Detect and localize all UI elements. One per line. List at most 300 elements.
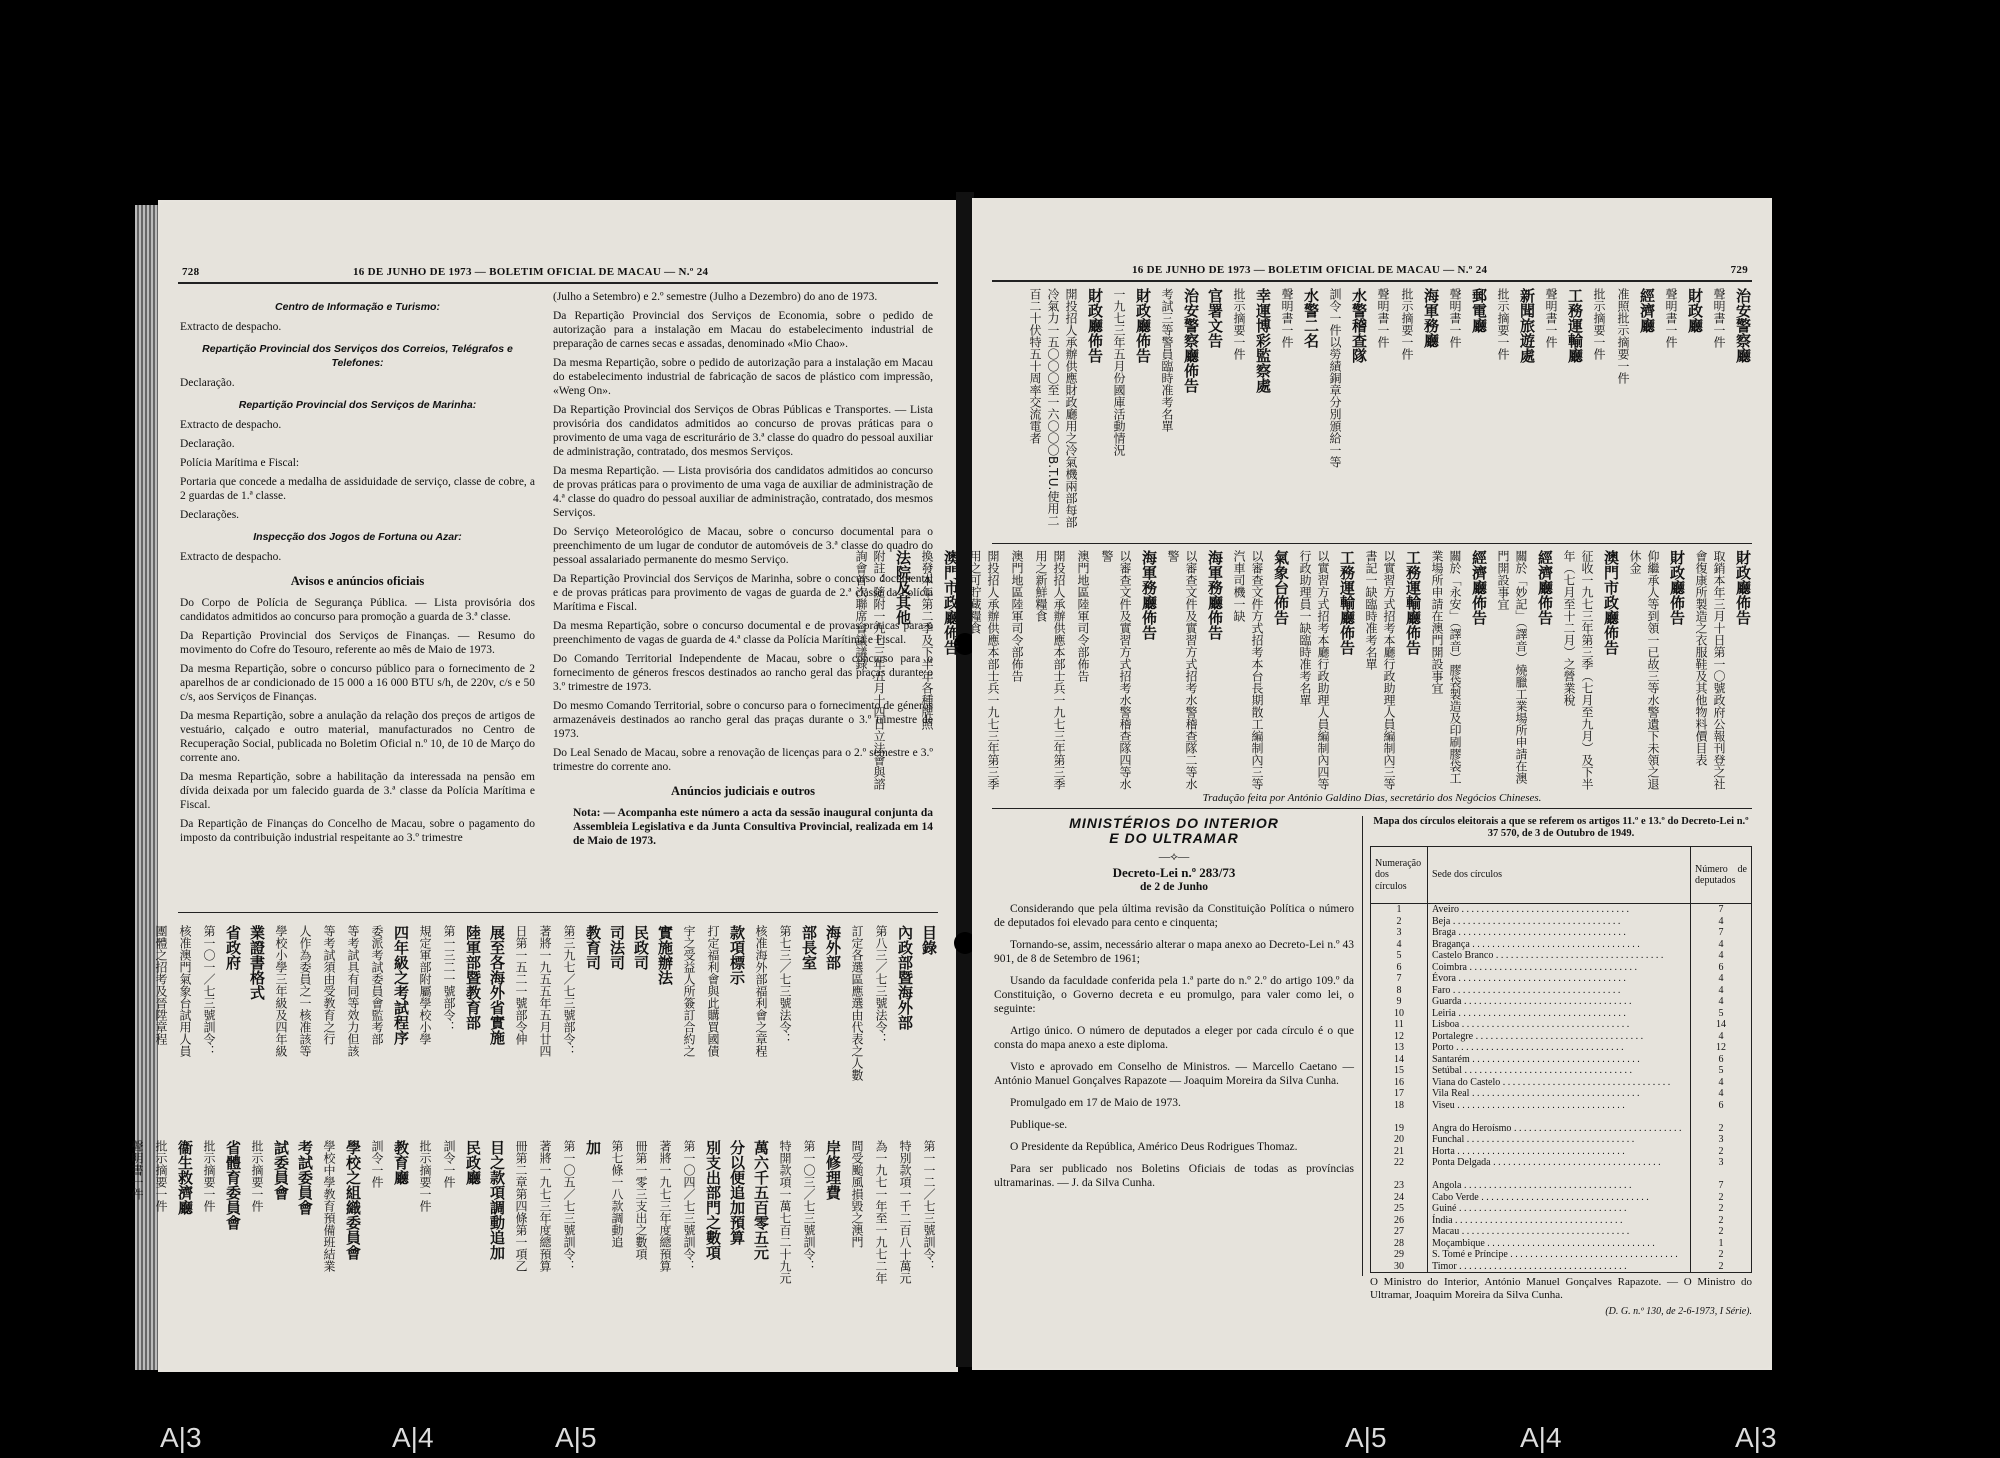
table-row [1371, 962, 1752, 974]
circle-seat [1428, 1042, 1691, 1054]
frame-marker: A|3 [160, 1422, 202, 1453]
circle-seat [1428, 1192, 1691, 1204]
section-heading: Repartição Provincial dos Serviços de Marinha: [238, 399, 477, 411]
chinese-index-line: 氣象台佈告 [1272, 550, 1290, 625]
paragraph: Portaria que concede a medalha de assiduidade de serviço, classe de cobre, a 2 guardas de 1.ª classe. [180, 476, 535, 502]
chinese-index-line: 聲明書一件 [1280, 288, 1294, 348]
circle-number: 16 [1371, 1077, 1428, 1089]
chinese-index-line: 第七條一八款調動追 [610, 1140, 624, 1248]
chinese-index-line: 新聞旅遊處 [1518, 288, 1536, 363]
chinese-index-line: 展至各海外省實施 [488, 925, 506, 1045]
deputies-count: 4 [1691, 1031, 1752, 1043]
chinese-index-line: 批示摘要一件 [1592, 288, 1606, 360]
table-row [1371, 1100, 1752, 1112]
chinese-index-line: 冊第一零三支出之數項 [634, 1140, 648, 1260]
chinese-index-line: 冊第二章第四條第一項乙 [514, 1140, 528, 1272]
circle-seat [1428, 1261, 1691, 1273]
circle-number: 10 [1371, 1008, 1428, 1020]
circle-number: 6 [1371, 962, 1428, 974]
chinese-index-line: 第三九七／七三號部令： [562, 925, 576, 1057]
circle-seat-name: Bragança [1432, 938, 1470, 950]
chinese-index-line: 第八三／七三號法令： [874, 925, 888, 1045]
right-lower-rule [992, 808, 1752, 809]
left-page-number: 728 [182, 266, 200, 278]
circle-seat-name: Macau [1432, 1226, 1460, 1237]
table-group-gap [1371, 1111, 1752, 1123]
paragraph: Extracto de despacho. [180, 321, 282, 333]
chinese-index-line: 目之款項調動追加 [488, 1140, 506, 1260]
table-row [1371, 1180, 1752, 1192]
chinese-index-line: 第七三／七三號法令： [778, 925, 792, 1045]
chinese-index-line: 著將一九七三年度總預算 [538, 1140, 552, 1272]
circle-number: 11 [1371, 1019, 1428, 1031]
table-row [1371, 1146, 1752, 1158]
chinese-index-line: 批示摘要一件 [250, 1140, 264, 1212]
deputies-count: 7 [1691, 904, 1752, 916]
chinese-index-line: 日第一五二一號部令伸 [514, 925, 528, 1045]
deputies-count: 1 [1691, 1238, 1752, 1250]
circle-seat-name: Vila Real [1432, 1088, 1470, 1099]
chinese-index-line: 衞生救濟廳 [176, 1140, 194, 1215]
chinese-index-line: 法院及其他 [894, 550, 912, 625]
deputies-count: 4 [1691, 1088, 1752, 1100]
chinese-index-line: 規定軍部附屬學校小學 [418, 925, 432, 1045]
chinese-index-line: 教育司 [584, 925, 602, 970]
circle-number: 26 [1371, 1215, 1428, 1227]
leader-dots [1500, 1077, 1670, 1088]
right-chinese-index-top [1026, 288, 1752, 538]
chinese-index-line: 司法司 [608, 925, 626, 970]
circle-number: 23 [1371, 1180, 1428, 1192]
ministry-line-2: E DO ULTRAMAR [1109, 830, 1239, 846]
leader-dots [1455, 1146, 1625, 1157]
chinese-index-line: 試委員會 [272, 1140, 290, 1200]
circle-number: 14 [1371, 1054, 1428, 1066]
leader-dots [1462, 1065, 1632, 1076]
chinese-index-line: 治安警察廳佈告 [1182, 288, 1200, 393]
leader-dots [1450, 985, 1620, 996]
circle-number: 2 [1371, 916, 1428, 928]
deputies-count: 7 [1691, 1180, 1752, 1192]
deputies-count: 4 [1691, 939, 1752, 951]
section-title: Avisos e anúncios oficiais [290, 574, 425, 588]
circle-seat-name: Horta [1432, 1145, 1455, 1157]
paragraph: Do mesmo Comando Territorial, sobre o concurso para o fornecimento de géneros armazenáveis destinados ao rancho geral das praças durante o 3.º trimestre de 1973. [553, 700, 933, 740]
chinese-index-line: 以審查文件及實習方式招考水警稽查隊二等水警 [1166, 550, 1198, 790]
deputies-count: 6 [1691, 962, 1752, 974]
table-row [1371, 916, 1752, 928]
section-heading: Centro de Informação e Turismo: [275, 301, 440, 313]
paragraph: Declaração. [180, 377, 235, 389]
leader-dots [1459, 1226, 1629, 1237]
chinese-index-line: 特開款項一萬七百二十九元 [778, 1140, 792, 1284]
deputies-count: 4 [1691, 973, 1752, 985]
chinese-index-line: 海外部 [824, 925, 842, 970]
table-row [1371, 1249, 1752, 1261]
left-chinese-index-top [152, 925, 938, 1135]
circle-seat [1428, 996, 1691, 1008]
circle-seat [1428, 1065, 1691, 1077]
chinese-index-line: 開投招人承辦供應本部士兵一九七三年第三季用之可貯藏糧食 [968, 550, 1000, 790]
chinese-index-line: 訓令一件以勞績銅章分別頒給一等 [1328, 288, 1342, 468]
chinese-index-line: 經濟廳 [1638, 288, 1656, 333]
paragraph: Da Repartição de Finanças do Concelho de Macau, sobre o pagamento do imposto da contribuição industrial respeitante ao 3.º trimestre [180, 818, 535, 844]
chinese-index-line: 聲明書一件 [1712, 288, 1726, 348]
circle-number: 12 [1371, 1031, 1428, 1043]
circle-seat [1428, 1031, 1691, 1043]
circle-seat [1428, 1249, 1691, 1261]
leader-dots [1453, 1215, 1623, 1226]
paragraph: Declaração. [180, 438, 235, 450]
deputies-count: 2 [1691, 1123, 1752, 1135]
circle-seat [1428, 962, 1691, 974]
section-heading: Repartição Provincial dos Serviços dos Correios, Telégrafos e Telefones: [202, 343, 513, 369]
table-row [1371, 927, 1752, 939]
decree-date: de 2 de Junho [1139, 881, 1209, 893]
chinese-index-line: 批示摘要一件 [1496, 288, 1510, 360]
chinese-index-line: 考試委員會 [296, 1140, 314, 1215]
chinese-index-line: 幸運博彩監察處 [1254, 288, 1272, 393]
leader-dots [1455, 1100, 1625, 1111]
circle-seat [1428, 1180, 1691, 1192]
paragraph: Da mesma Repartição, sobre o concurso documental e de provas práticas para o preenchimento de vagas de guarda de 4.ª classe da Polícia Marítima e Fiscal. [553, 620, 933, 646]
chinese-index-line: 聲明書一件 [1376, 288, 1390, 348]
chinese-index-line: 省體育委員會 [224, 1140, 242, 1230]
chinese-index-line: 以審查文件方式招考本台長期散工編制內三等汽車司機一缺 [1232, 550, 1264, 790]
chinese-index-line: 附註：隨附一九七三年五月十四日立法會與諮詢會首次聯席會議議錄 [854, 550, 886, 790]
electoral-map-rows [1371, 904, 1752, 1273]
circle-seat [1428, 985, 1691, 997]
paragraph: Da Repartição Provincial dos Serviços de Economia, sobre o pedido de autorização para a instalação em Macau do estabelecimento industrial de preparação de carnes secas e assadas, denominado «Mio Chao». [553, 310, 933, 350]
circle-seat [1428, 1077, 1691, 1089]
chinese-index-line: 以審查文件及實習方式招考水警稽查隊四等水警 [1100, 550, 1132, 790]
circle-seat-name: Leiria [1432, 1007, 1456, 1019]
circle-seat [1428, 1203, 1691, 1215]
table-row [1371, 1065, 1752, 1077]
left-column-1 [180, 292, 535, 850]
chinese-index-line: 部長室 [800, 925, 818, 970]
circle-seat-name: Viseu [1432, 1099, 1455, 1111]
frame-marker: A|5 [1345, 1422, 1387, 1453]
map-title: Mapa dos círculos eleitorais a que se referem os artigos 11.º e 13.º do Decreto-Lei n.º 37 570, de 3 de Outubro de 1949. [1373, 816, 1749, 839]
chinese-index-line: 以實習方式招考本廳行政助理人員編制內三等書記一缺臨時准考名單 [1364, 550, 1396, 790]
paragraph: Da mesma Repartição, sobre a anulação da relação dos preços de artigos de vestuário, calçado e outro material, manufacturados no Centro de Recuperação Social, publicada no Boletim Oficial n.º 10, de 10 de Março do corrente ano. [180, 710, 535, 764]
chinese-index-line: 取銷本年三月十日第一〇號政府公報刊登之社會復康所製造之衣服鞋及其他物料價目表 [1694, 550, 1726, 790]
circle-seat-name: Guiné [1432, 1203, 1457, 1214]
decree-paragraph: Tornando-se, assim, necessário alterar o mapa anexo ao Decreto-Lei n.º 43 901, de 8 de Setembro de 1961; [994, 939, 1354, 965]
decree-paragraph: Usando da faculdade conferida pela 1.ª parte do n.º 2.º do artigo 109.º da Constituição, o Governo decreta e eu promulgo, para valer como lei, o seguinte: [994, 975, 1354, 1015]
decree-paragraph: Publique-se. [1010, 1119, 1068, 1131]
translation-note: Tradução feita por António Galdino Dias, secretário dos Negócios Chineses. [1202, 792, 1542, 804]
chinese-index-line: 團體之招考及晉陞章程 [154, 925, 168, 1045]
deputies-count: 5 [1691, 1065, 1752, 1077]
leader-dots [1470, 1054, 1640, 1065]
electoral-map-table [1370, 846, 1752, 1272]
deputies-count: 2 [1691, 1192, 1752, 1204]
leader-dots [1479, 1192, 1649, 1203]
chinese-index-line: 民政廳 [464, 1140, 482, 1185]
chinese-index-line: 批示摘要一件 [154, 1140, 168, 1212]
circle-seat-name: Braga [1432, 927, 1456, 938]
circle-seat [1428, 1238, 1691, 1250]
paragraph: Do Serviço Meteorológico de Macau, sobre o concurso documental para o preenchimento de um lugar de condutor de automóveis de 3.ª classe do quadro do pessoal assalariado permanente do mesmo Serviço. [553, 526, 933, 566]
chinese-index-line: 工務運輸廳佈告 [1338, 550, 1356, 655]
circle-seat-name: Cabo Verde [1432, 1191, 1479, 1203]
circle-seat [1428, 1100, 1691, 1112]
right-chinese-index-bottom [852, 550, 1752, 790]
paragraph: Polícia Marítima e Fiscal: [180, 457, 300, 469]
frame-marker: A|4 [392, 1422, 434, 1453]
deputies-count: 3 [1691, 1157, 1752, 1169]
table-row [1371, 1261, 1752, 1273]
paragraph: Da mesma Repartição, sobre a habilitação da interessada na pensão em dívida deixada por um falecido guarda de 3.ª classe da Polícia Marítima e Fiscal. [180, 771, 535, 811]
chinese-index-line: 換發本年第二季及下半年各種牌照 [920, 550, 934, 730]
circle-seat-name: Angra do Heroísmo [1432, 1122, 1512, 1134]
circle-number: 8 [1371, 985, 1428, 997]
deputies-count: 14 [1691, 1019, 1752, 1031]
chinese-index-line: 學校中學教育預備班結業 [322, 1140, 336, 1272]
chinese-index-line: 財政廳 [1686, 288, 1704, 333]
circle-seat-name: Índia [1432, 1214, 1453, 1226]
column-divider [1362, 816, 1363, 1276]
right-mid-rule [992, 543, 1752, 544]
deputies-count: 2 [1691, 1146, 1752, 1158]
circle-seat [1428, 1019, 1691, 1031]
chinese-index-line: 特別款項一千二百八十萬元 [898, 1140, 912, 1284]
table-group-gap [1371, 1169, 1752, 1181]
deputies-count: 4 [1691, 950, 1752, 962]
decree-paragraph: Promulgado em 17 de Maio de 1973. [1010, 1097, 1181, 1109]
paragraph: Do Corpo de Polícia de Segurança Pública. — Lista provisória dos candidatos admitidos ao concurso para promoção a guarda de 3.ª classe. [180, 597, 535, 623]
chinese-index-line: 工務運輸廳 [1566, 288, 1584, 363]
deputies-count: 3 [1691, 1134, 1752, 1146]
circle-seat-name: Santarém [1432, 1053, 1470, 1065]
chinese-index-line: 澳門地區陸軍司令部佈告 [1076, 550, 1090, 682]
chinese-index-line: 教育廳 [392, 1140, 410, 1185]
table-row [1371, 1226, 1752, 1238]
circle-seat [1428, 1157, 1691, 1169]
table-row [1371, 1031, 1752, 1043]
map-column [1370, 816, 1752, 1319]
circle-number: 7 [1371, 973, 1428, 985]
chinese-index-line: 間受颱風損毀之澳門 [850, 1140, 864, 1248]
section-title: Anúncios judiciais e outros [671, 784, 815, 798]
chinese-index-line: 財政廳佈告 [1134, 288, 1152, 363]
chinese-index-line: 聲明書一件 [130, 1140, 144, 1200]
circle-number: 25 [1371, 1203, 1428, 1215]
chinese-index-line: 第一〇三／七三號訓令： [802, 1140, 816, 1272]
chinese-index-line: 開投招人承辦供應財政廳用之冷氣機兩部每部冷氣力一五〇〇〇至一六〇〇〇B.T.U.使用二百二十伏特五十周率交流電者 [1028, 288, 1078, 528]
source-reference: (D. G. n.º 130, de 2-6-1973, I Série). [1605, 1306, 1752, 1317]
decree-paragraph: Visto e aprovado em Conselho de Ministros. — Marcello Caetano — António Manuel Gonçalves Rapazote — Joaquim Moreira da Silva Cunha. [994, 1061, 1354, 1087]
chinese-index-line: 關於「永安」（譯音）膠袋製造及印刷膠袋工業場所申請在澳門開設事宜 [1430, 550, 1462, 784]
circle-seat-name: Viana do Castelo [1432, 1076, 1501, 1088]
chinese-index-line: 准照批示摘要一件 [1616, 288, 1630, 384]
left-head-rule [178, 282, 938, 284]
decree-column [994, 816, 1354, 1198]
chinese-index-line: 分以便追加預算 [728, 1140, 746, 1245]
table-row [1371, 1042, 1752, 1054]
circle-seat-name: Timor [1432, 1260, 1457, 1272]
col-header-deputies: Número de deputados [1691, 847, 1752, 904]
leader-dots [1491, 1157, 1661, 1168]
chinese-index-line: 省政府 [224, 925, 242, 970]
table-row [1371, 985, 1752, 997]
chinese-index-line: 水警稽查隊 [1350, 288, 1368, 363]
decree-title: Decreto-Lei n.º 283/73 [1112, 865, 1236, 880]
leader-dots [1456, 973, 1626, 984]
paragraph: Da mesma Repartição. — Lista provisória dos candidatos admitidos ao concurso de provas práticas para o provimento de uma vaga de auxiliar de administração de 4.ª classe do quadro do pessoal auxiliar de administração, contratado, dos mesmos Serviços. [553, 465, 933, 519]
chinese-index-line: 海軍務廳佈告 [1206, 550, 1224, 640]
circle-seat-name: Faro [1432, 984, 1451, 996]
chinese-index-line: 為一九七一年至一九七二年 [874, 1140, 888, 1284]
chinese-index-line: 以實習方式招考本廳行政助理人員編制內四等行政助理員一缺臨時准考名單 [1298, 550, 1330, 790]
circle-number: 9 [1371, 996, 1428, 1008]
circle-seat [1428, 904, 1691, 916]
chinese-index-line: 訂定各選區應選由代表之人數 [850, 925, 864, 1081]
chinese-index-line: 目錄 [920, 925, 938, 955]
leader-dots [1511, 1123, 1681, 1134]
left-page [130, 200, 958, 1372]
chinese-index-line: 著將一九七三年度總預算 [658, 1140, 672, 1272]
circle-seat-name: Lisboa [1432, 1019, 1460, 1030]
paragraph: Do Leal Senado de Macau, sobre a renovação de licenças para o 2.º semestre e 3.º trimestre do corrente ano. [553, 747, 933, 773]
decree-paragraph: O Presidente da República, Américo Deus Rodrigues Thomaz. [1010, 1141, 1298, 1153]
frame-marker: A|3 [1735, 1422, 1777, 1453]
chinese-index-line: 治安警察廳 [1734, 288, 1752, 363]
deputies-count: 7 [1691, 927, 1752, 939]
circle-number: 15 [1371, 1065, 1428, 1077]
leader-dots [1454, 1042, 1624, 1053]
chinese-index-line: 征收一九七三年第三季（七月至九月）及下半年（七月至十二月）之營業稅 [1562, 550, 1594, 790]
table-row [1371, 1008, 1752, 1020]
chinese-index-line: 內政部暨海外部 [896, 925, 914, 1030]
circle-seat-name: Castelo Branco [1432, 950, 1494, 961]
chinese-index-line: 核准海外部福利會之章程 [754, 925, 768, 1057]
deputies-count: 2 [1691, 1249, 1752, 1261]
chinese-index-line: 岸修理費 [824, 1140, 842, 1200]
leader-dots [1470, 939, 1640, 950]
chinese-index-line: 核准澳門氣象台試用人員 [178, 925, 192, 1057]
col-header-seat: Sede dos círculos [1428, 847, 1691, 904]
circle-number: 19 [1371, 1123, 1428, 1135]
leader-dots [1461, 996, 1631, 1007]
left-mid-rule [178, 912, 938, 913]
deputies-count: 2 [1691, 1215, 1752, 1227]
circle-seat-name: Évora [1432, 973, 1456, 984]
chinese-index-line: 海軍務廳佈告 [1140, 550, 1158, 640]
decree-paragraph: Considerando que pela última revisão da Constituição Política o número de deputados foi elevado para cento e cinquenta; [994, 903, 1354, 929]
circle-seat [1428, 1146, 1691, 1158]
circle-seat [1428, 973, 1691, 985]
chinese-index-line: 款項標示 [728, 925, 746, 985]
chinese-index-line: 澳門地區陸軍司令部佈告 [1010, 550, 1024, 682]
circle-seat-name: Setúbal [1432, 1065, 1462, 1076]
paragraph: Da Repartição Provincial dos Serviços de Finanças. — Resumo do movimento do Cofre do Tesouro, referente ao mês de Maio de 1973. [180, 630, 535, 656]
chinese-index-line: 水警二名 [1302, 288, 1320, 348]
chinese-index-line: 批示摘要一件 [202, 1140, 216, 1212]
leader-dots [1473, 1031, 1643, 1042]
circle-seat [1428, 1088, 1691, 1100]
left-running-title: 16 DE JUNHO DE 1973 — BOLETIM OFICIAL DE MACAU — N.º 24 [353, 266, 709, 278]
chinese-index-line: 考試三等警員臨時准考名單 [1160, 288, 1174, 432]
chinese-index-line: 聲明書一件 [1664, 288, 1678, 348]
circle-seat-name: Portalegre [1432, 1030, 1474, 1042]
circle-number: 21 [1371, 1146, 1428, 1158]
table-row [1371, 950, 1752, 962]
table-row [1371, 1054, 1752, 1066]
col-header-number: Numeração dos círculos [1371, 847, 1428, 904]
leader-dots [1485, 1238, 1655, 1249]
chinese-index-line: 訓令一件 [442, 1140, 456, 1188]
chinese-index-line: 財政廳佈告 [1086, 288, 1104, 363]
paragraph: Extracto de despacho. [180, 419, 282, 431]
chinese-index-line: 郵電廳 [1470, 288, 1488, 333]
chinese-index-line: 第一〇一／七三號訓令： [202, 925, 216, 1057]
circle-seat [1428, 1226, 1691, 1238]
circle-number: 18 [1371, 1100, 1428, 1112]
table-row [1371, 1088, 1752, 1100]
deputies-count: 4 [1691, 985, 1752, 997]
circle-number: 29 [1371, 1249, 1428, 1261]
paragraph: Da mesma Repartição, sobre o pedido de autorização para a instalação em Macau do estabelecimento industrial de fabricação de sacos de plástico com impressão, «Weng On». [553, 357, 933, 397]
chinese-index-line: 人作為委員之一核准該等 [298, 925, 312, 1057]
chinese-index-line: 仰繼承人等到領一已故三等水警遺下未領之退休金 [1628, 550, 1660, 790]
table-row [1371, 1215, 1752, 1227]
leader-dots [1456, 927, 1626, 938]
circle-number: 3 [1371, 927, 1428, 939]
chinese-index-line: 財政廳佈告 [1734, 550, 1752, 625]
circle-number: 24 [1371, 1192, 1428, 1204]
circle-seat-name: Coimbra [1432, 961, 1467, 973]
table-row [1371, 1019, 1752, 1031]
circle-seat [1428, 916, 1691, 928]
chinese-index-line: 等考試須由受教育之行 [322, 925, 336, 1045]
circle-seat-name: Angola [1432, 1180, 1462, 1191]
chinese-index-line: 別支出部門之數項 [704, 1140, 722, 1260]
decree-body [994, 902, 1354, 1190]
chinese-index-line: 宇之受益人所簽訂合約之 [682, 925, 696, 1057]
chinese-index-line: 工務運輸廳佈告 [1404, 550, 1422, 655]
circle-number: 5 [1371, 950, 1428, 962]
leader-dots [1467, 962, 1637, 973]
circle-number: 30 [1371, 1261, 1428, 1273]
chinese-index-line: 四年級之考試程序 [392, 925, 410, 1045]
leader-dots [1464, 1134, 1634, 1145]
frame-marker: A|5 [555, 1422, 597, 1453]
table-row [1371, 1238, 1752, 1250]
table-row [1371, 1123, 1752, 1135]
circle-seat-name: Beja [1432, 915, 1451, 927]
table-row [1371, 1077, 1752, 1089]
paragraph: Da mesma Repartição, sobre o concurso público para o fornecimento de 2 aparelhos de ar condicionado de 15 000 a 16 000 BTU s/h, de 220v, c/s e 50 c/s, aos Serviços de Finanças. [180, 663, 535, 703]
deputies-count: 6 [1691, 1100, 1752, 1112]
deputies-count: 4 [1691, 996, 1752, 1008]
chinese-index-line: 批示摘要一件 [418, 1140, 432, 1212]
leader-dots [1493, 950, 1663, 961]
decree-paragraph: Para ser publicado nos Boletins Oficiais de todas as províncias ultramarinas. — J. da Silva Cunha. [994, 1163, 1354, 1189]
circle-number: 22 [1371, 1157, 1428, 1169]
deputies-count: 5 [1691, 1008, 1752, 1020]
circle-seat-name: Moçambique [1432, 1237, 1485, 1249]
chinese-index-line: 開投招人承辦供應本部士兵一九七三年第三季用之新鮮糧食 [1034, 550, 1066, 790]
deputies-count: 6 [1691, 1054, 1752, 1066]
frame-marker: A|4 [1520, 1422, 1562, 1453]
circle-number: 13 [1371, 1042, 1428, 1054]
note-paragraph: Nota: — Acompanha este número a acta da sessão inaugural conjunta da Assembleia Legislativa e da Junta Consultiva Provincial, realizada em 14 de Maio de 1973. [573, 807, 933, 847]
ministry-heading [994, 816, 1354, 846]
circle-number: 17 [1371, 1088, 1428, 1100]
